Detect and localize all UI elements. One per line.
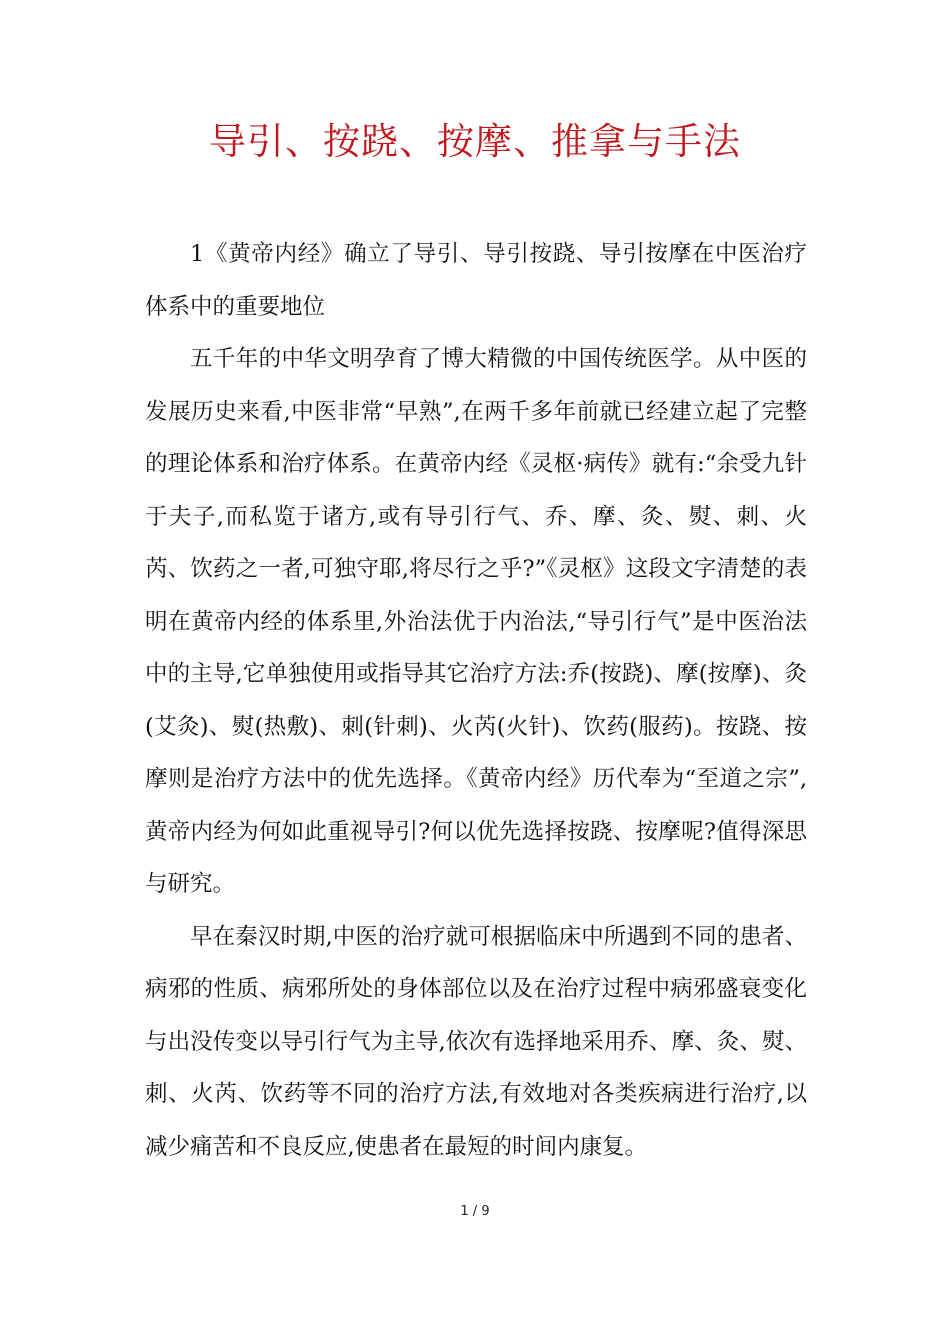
paragraph-2: 五千年的中华文明孕育了博大精微的中国传统医学。从中医的发展历史来看,中医非常“早熟”,在两千多年前就已经建立起了完整的理论体系和治疗体系。在黄帝内经《灵枢·病传》就有:“余受九针于夫子,而私览于诸方,或有导引行气、乔、摩、灸、熨、刺、火芮、饮药之一者,可独守耶,将尽行之乎?”《灵枢》这段文字清楚的表明在黄帝内经的体系里,外治法优于内治法,“导引行气”是中医治法中的主导,它单独使用或指导其它治疗方法:乔(按跷)、摩(按摩)、灸(艾灸)、熨(热敷)、刺(针刺)、火芮(火针)、饮药(服药)。按跷、按摩则是治疗方法中的优先选择。《黄帝内经》历代奉为“至道之宗”,黄帝内经为何如此重视导引?何以优先选择按跷、按摩呢?值得深思与研究。 (145, 346, 807, 897)
paragraph-3: 早在秦汉时期,中医的治疗就可根据临床中所遇到不同的患者、病邪的性质、病邪所处的身体部位以及在治疗过程中病邪盛衰变化与出没传变以导引行气为主导,依次有选择地采用乔、摩、灸、熨、刺、火芮、饮药等不同的治疗方法,有效地对各类疾病进行治疗,以减少痛苦和不良反应,使患者在最短的时间内康复。 (145, 923, 807, 1160)
document-title: 导引、按跷、按摩、推拿与手法 (209, 120, 741, 163)
paragraph-1: 1《黄帝内经》确立了导引、导引按跷、导引按摩在中医治疗体系中的重要地位 (145, 241, 807, 320)
page-number: 1 / 9 (460, 1204, 490, 1219)
document-body (145, 228, 807, 1173)
